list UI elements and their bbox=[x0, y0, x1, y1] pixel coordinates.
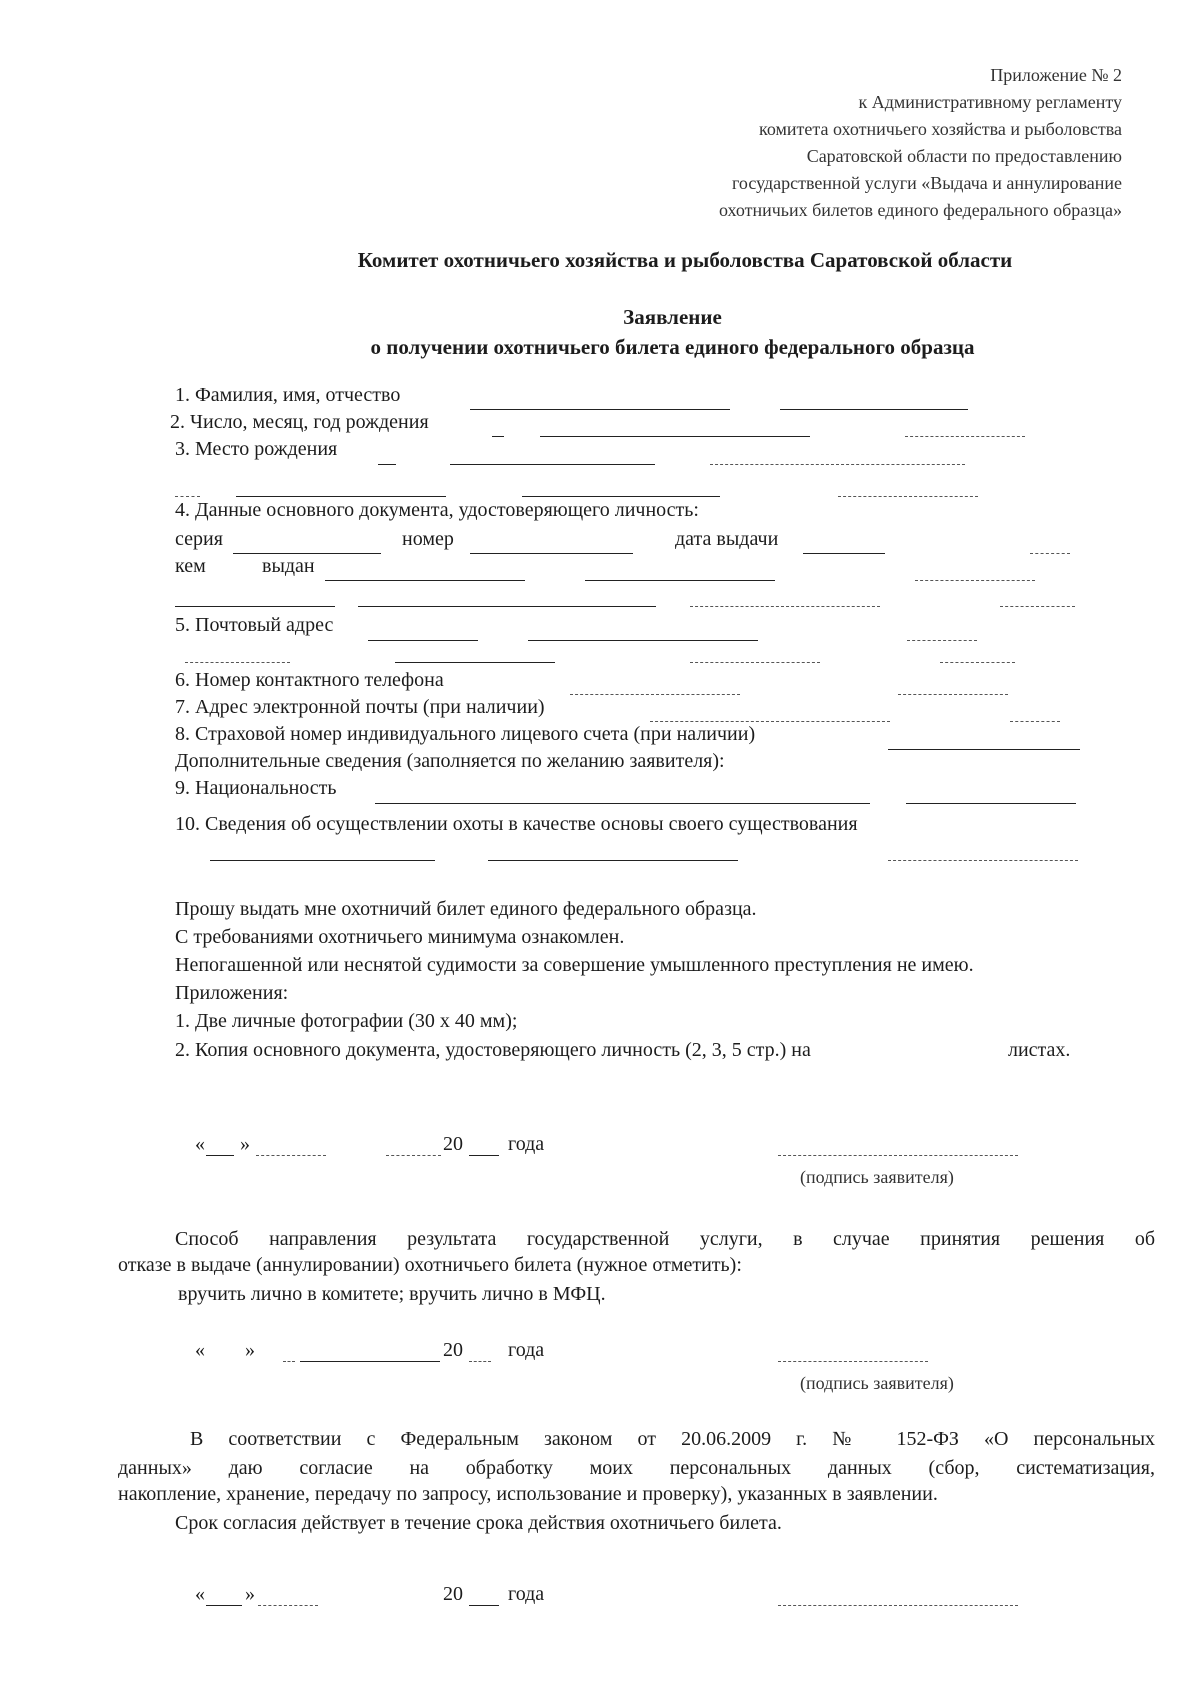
phone-line-faint bbox=[898, 694, 1008, 695]
birth-date-line-short[interactable] bbox=[492, 436, 504, 437]
year-word: года bbox=[508, 1583, 545, 1605]
signature-caption: (подпись заявителя) bbox=[800, 1167, 954, 1187]
date-close-quote: » bbox=[245, 1583, 255, 1605]
birth-date-line-faint bbox=[905, 436, 1025, 437]
month-line-short[interactable] bbox=[283, 1361, 295, 1362]
year-line[interactable] bbox=[469, 1605, 499, 1606]
full-name-line[interactable] bbox=[470, 409, 730, 410]
date-close-quote: » bbox=[240, 1133, 250, 1155]
field-label-identity-document: 4. Данные основного документа, удостоверяющего личность: bbox=[175, 499, 699, 521]
attachment-item: 1. Две личные фотографии (30 х 40 мм); bbox=[175, 1010, 518, 1032]
request-line: С требованиями охотничьего минимума ознакомлен. bbox=[175, 926, 625, 948]
nationality-line-2[interactable] bbox=[906, 803, 1076, 804]
postal-address-line-faint bbox=[907, 640, 977, 641]
year-prefix: 20 bbox=[443, 1133, 463, 1155]
birth-place-line-2[interactable] bbox=[236, 496, 446, 497]
postal-address-line-2[interactable] bbox=[528, 640, 758, 641]
delivery-options[interactable]: вручить лично в комитете; вручить лично в МФЦ. bbox=[178, 1283, 606, 1305]
postal-address-line[interactable] bbox=[368, 640, 478, 641]
snils-line[interactable] bbox=[888, 749, 1080, 750]
nationality-line[interactable] bbox=[375, 803, 870, 804]
field-label-birth-date: 2. Число, месяц, год рождения bbox=[170, 411, 429, 433]
field-label-issue-date: дата выдачи bbox=[675, 528, 779, 550]
issued-by-line-row2a[interactable] bbox=[175, 606, 335, 607]
birth-place-line-4 bbox=[838, 496, 978, 497]
birth-date-line[interactable] bbox=[540, 436, 810, 437]
year-word: года bbox=[508, 1133, 545, 1155]
year-word: года bbox=[508, 1339, 545, 1361]
signature-line[interactable] bbox=[778, 1605, 1018, 1606]
postal-address-row2d bbox=[940, 662, 1015, 663]
email-line-faint bbox=[1010, 721, 1060, 722]
birth-place-line-3[interactable] bbox=[522, 496, 720, 497]
consent-line: Срок согласия действует в течение срока действия охотничьего билета. bbox=[175, 1512, 782, 1534]
postal-address-row2c bbox=[690, 662, 820, 663]
month-line[interactable] bbox=[256, 1155, 326, 1156]
date-open-quote: « bbox=[195, 1583, 205, 1605]
field-label-snils: 8. Страховой номер индивидуального лицевого счета (при наличии) bbox=[175, 723, 756, 745]
attachment-item-end: листах. bbox=[1008, 1039, 1071, 1061]
day-line[interactable] bbox=[206, 1605, 242, 1606]
annex-line: государственной услуги «Выдача и аннулирование bbox=[731, 173, 1122, 193]
annex-line: комитета охотничьего хозяйства и рыболовства bbox=[759, 119, 1122, 139]
consent-line: В соответствии с Федеральным законом от 20.06.2009 г. № 152-ФЗ «О персональных bbox=[190, 1428, 1155, 1450]
annex-line: Саратовской области по предоставлению bbox=[806, 146, 1122, 166]
issued-by-line-faint bbox=[915, 580, 1035, 581]
month-line[interactable] bbox=[300, 1361, 440, 1362]
attachments-heading: Приложения: bbox=[175, 982, 289, 1004]
date-open-quote: « bbox=[195, 1339, 205, 1361]
field-label-phone: 6. Номер контактного телефона bbox=[175, 669, 444, 691]
full-name-line-2[interactable] bbox=[780, 409, 968, 410]
method-paragraph-line: отказе в выдаче (аннулировании) охотничьего билета (нужное отметить): bbox=[118, 1254, 742, 1276]
request-line: Прошу выдать мне охотничий билет единого федерального образца. bbox=[175, 898, 757, 920]
field-label-series: серия bbox=[175, 528, 223, 550]
issued-by-line-row2d bbox=[1000, 606, 1075, 607]
hunting-line-2[interactable] bbox=[488, 860, 738, 861]
hunting-line-faint bbox=[888, 860, 1078, 861]
birth-place-line[interactable] bbox=[450, 464, 655, 465]
phone-line[interactable] bbox=[570, 694, 740, 695]
month-line-2[interactable] bbox=[386, 1155, 441, 1156]
document-title: Заявление bbox=[623, 305, 722, 329]
series-line[interactable] bbox=[233, 553, 381, 554]
consent-line: накопление, хранение, передачу по запросу, использование и проверку), указанных в заявлении. bbox=[118, 1483, 938, 1505]
annex-line: охотничьих билетов единого федерального образца» bbox=[718, 200, 1122, 220]
day-line[interactable] bbox=[206, 1155, 234, 1156]
attachment-item: 2. Копия основного документа, удостоверяющего личность (2, 3, 5 стр.) на bbox=[175, 1039, 811, 1061]
field-label-hunting-livelihood: 10. Сведения об осуществлении охоты в качестве основы своего существования bbox=[175, 813, 858, 835]
date-open-quote: « bbox=[195, 1133, 205, 1155]
field-label-number: номер bbox=[402, 528, 454, 550]
hunting-line[interactable] bbox=[210, 860, 435, 861]
field-label-nationality: 9. Национальность bbox=[175, 777, 337, 799]
field-label-birth-place: 3. Место рождения bbox=[175, 438, 338, 460]
request-line: Непогашенной или неснятой судимости за совершение умышленного преступления не имею. bbox=[175, 954, 974, 976]
issue-date-line-faint bbox=[1030, 553, 1070, 554]
issue-date-line[interactable] bbox=[803, 553, 885, 554]
postal-address-row2a bbox=[185, 662, 290, 663]
month-line[interactable] bbox=[258, 1605, 318, 1606]
consent-line: данных» даю согласие на обработку моих персональных данных (сбор, систематизация, bbox=[118, 1457, 1155, 1479]
additional-info-heading: Дополнительные сведения (заполняется по желанию заявителя): bbox=[175, 750, 725, 772]
annex-line: к Административному регламенту bbox=[858, 92, 1122, 112]
field-label-email: 7. Адрес электронной почты (при наличии) bbox=[175, 696, 545, 718]
year-line[interactable] bbox=[469, 1155, 499, 1156]
annex-line: Приложение № 2 bbox=[990, 65, 1122, 85]
field-label-issued: выдан bbox=[262, 555, 315, 577]
year-prefix: 20 bbox=[443, 1339, 463, 1361]
document-subtitle: о получении охотничьего билета единого федерального образца bbox=[370, 335, 975, 359]
number-line[interactable] bbox=[470, 553, 633, 554]
organization-name: Комитет охотничьего хозяйства и рыболовства Саратовской области bbox=[357, 248, 1013, 272]
method-paragraph-line: Способ направления результата государственной услуги, в случае принятия решения об bbox=[175, 1228, 1155, 1250]
signature-caption: (подпись заявителя) bbox=[800, 1373, 954, 1393]
birth-place-line-faint bbox=[710, 464, 965, 465]
annex-header bbox=[719, 62, 1122, 224]
field-label-by: кем bbox=[175, 555, 206, 577]
signature-line[interactable] bbox=[778, 1361, 928, 1362]
email-line[interactable] bbox=[650, 721, 890, 722]
postal-address-row2b[interactable] bbox=[395, 662, 555, 663]
field-label-postal-address: 5. Почтовый адрес bbox=[175, 614, 334, 636]
issued-by-line[interactable] bbox=[325, 580, 525, 581]
birth-place-line-short[interactable] bbox=[378, 464, 396, 465]
birth-place-line-2a bbox=[175, 496, 200, 497]
issued-by-line-row2b[interactable] bbox=[358, 606, 656, 607]
issued-by-line-row2c bbox=[690, 606, 880, 607]
signature-line[interactable] bbox=[778, 1155, 1018, 1156]
year-line[interactable] bbox=[469, 1361, 491, 1362]
field-label-full-name: 1. Фамилия, имя, отчество bbox=[175, 384, 401, 406]
year-prefix: 20 bbox=[443, 1583, 463, 1605]
issued-by-line-2[interactable] bbox=[585, 580, 775, 581]
date-close-quote: » bbox=[245, 1339, 255, 1361]
